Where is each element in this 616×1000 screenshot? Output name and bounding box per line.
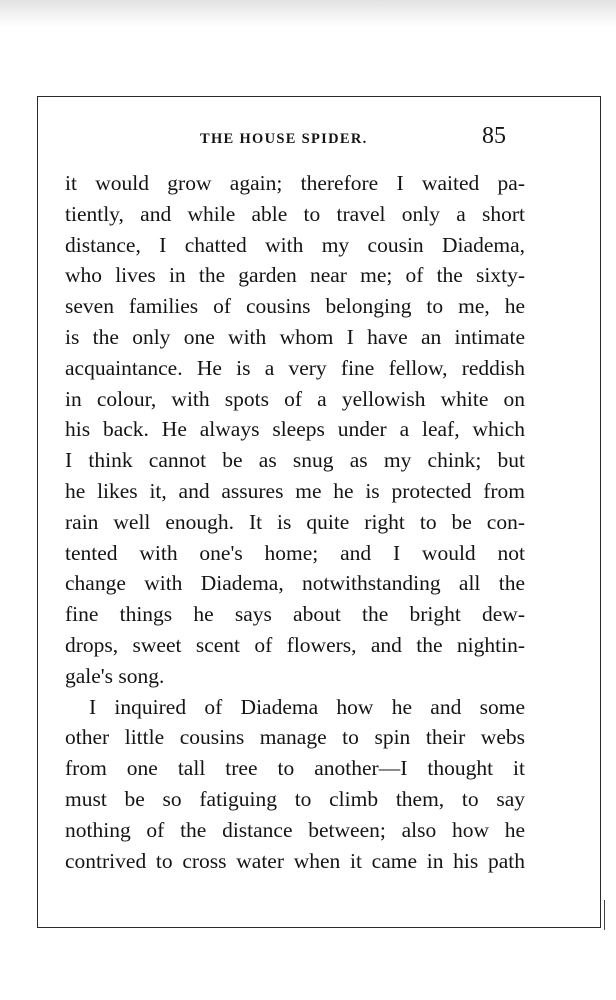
text-line: I inquired of Diadema how he and some — [89, 694, 525, 719]
text-line: who lives in the garden near me; of the sixty- — [65, 263, 525, 288]
text-line: his back. He always sleeps under a leaf, which — [65, 417, 525, 442]
text-line: other little cousins manage to spin their webs — [65, 725, 525, 750]
text-line: gale's song. — [65, 663, 165, 688]
text-line: acquaintance. He is a very fine fellow, reddish — [65, 355, 525, 380]
body-text — [65, 168, 525, 876]
text-line: seven families of cousins belonging to me, he — [65, 294, 525, 319]
text-line: must be so fatiguing to climb them, to say — [65, 786, 525, 811]
text-line: rain well enough. It is quite right to be con- — [65, 509, 525, 534]
page-edge-shadow — [0, 0, 616, 28]
text-line: change with Diadema, notwithstanding all the — [65, 571, 525, 596]
text-line: is the only one with whom I have an intimate — [65, 324, 525, 349]
text-line: I think cannot be as snug as my chink; but — [65, 448, 525, 473]
page-number: 85 — [482, 123, 506, 149]
text-line: it would grow again; therefore I waited pa- — [65, 171, 525, 195]
text-line: from one tall tree to another—I thought it — [65, 756, 525, 781]
text-line: distance, I chatted with my cousin Diadema, — [65, 232, 525, 257]
page-corner-mark — [598, 900, 605, 930]
paragraph-1 — [65, 168, 525, 692]
text-line: tented with one's home; and I would not — [65, 540, 525, 565]
text-line: nothing of the distance between; also how he — [65, 817, 525, 842]
text-line: in colour, with spots of a yellowish white on — [65, 386, 525, 411]
running-title: THE HOUSE SPIDER. — [200, 131, 368, 147]
text-line: drops, sweet scent of flowers, and the nightin- — [65, 632, 525, 657]
text-line: contrived to cross water when it came in his path — [65, 848, 525, 873]
text-line: he likes it, and assures me he is protected from — [65, 478, 525, 503]
paragraph-2 — [65, 692, 525, 877]
text-line: fine things he says about the bright dew- — [65, 602, 525, 627]
text-line: tiently, and while able to travel only a short — [65, 201, 525, 226]
